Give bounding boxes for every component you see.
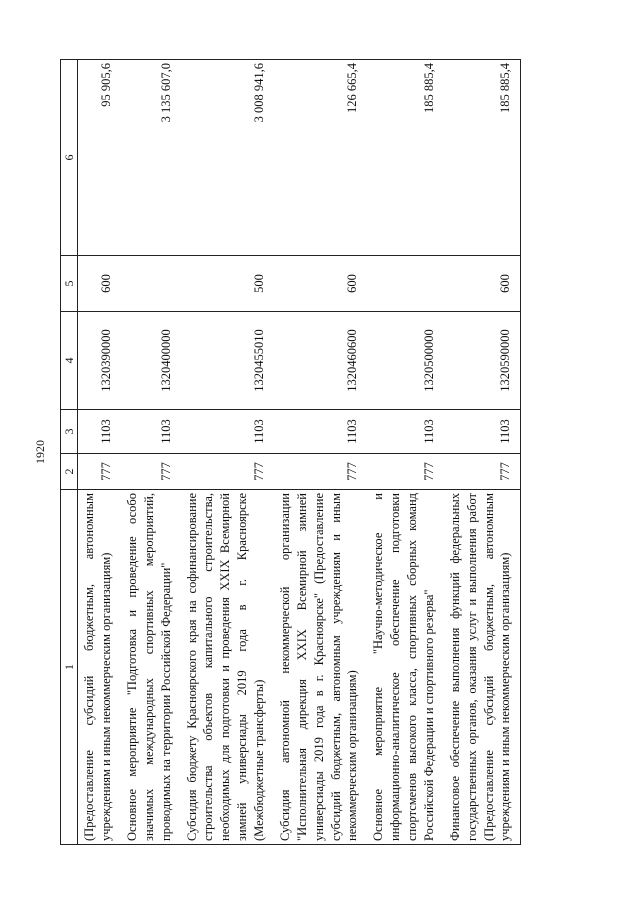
- row-section-code: 1103: [274, 410, 367, 454]
- row-ministry-code: 777: [444, 454, 521, 490]
- row-ministry-code: 777: [367, 454, 444, 490]
- row-amount: 95 905,6: [78, 60, 121, 256]
- header-col-1: 1: [61, 490, 78, 845]
- table-row: [367, 60, 444, 845]
- row-expense-type: [121, 256, 181, 312]
- row-section-code: 1103: [181, 410, 274, 454]
- row-expense-type: 600: [444, 256, 521, 312]
- row-section-code: 1103: [367, 410, 444, 454]
- row-expense-type: 600: [274, 256, 367, 312]
- row-name: Субсидия бюджету Красноярского края на софинансирование строительства объектов капитального строительства, необходимых для подготовки и проведения XXIX Всемирной зимней универсиады 2019 года в г. Красноярске (Межбюджетные трансферты): [181, 490, 274, 845]
- row-target-article: 1320590000: [444, 312, 521, 410]
- budget-table: [60, 59, 521, 845]
- row-target-article: 1320390000: [78, 312, 121, 410]
- table-header-row: [61, 60, 78, 845]
- row-amount: 3 008 941,6: [181, 60, 274, 256]
- row-name: Субсидия автономной некоммерческой организации "Исполнительная дирекция XXIX Всемирной зимней универсиады 2019 года в г. Красноярске" (Предоставление субсидий бюджетным, автономным учреждениям и иным некоммерческим организациям): [274, 490, 367, 845]
- table-row: [121, 60, 181, 845]
- header-col-4: 4: [61, 312, 78, 410]
- row-amount: 185 885,4: [367, 60, 444, 256]
- page-number: 1920: [33, 440, 47, 464]
- header-col-2: 2: [61, 454, 78, 490]
- row-expense-type: 500: [181, 256, 274, 312]
- row-target-article: 1320500000: [367, 312, 444, 410]
- row-ministry-code: 777: [181, 454, 274, 490]
- row-amount: 185 885,4: [444, 60, 521, 256]
- row-target-article: 1320455010: [181, 312, 274, 410]
- table-row: [274, 60, 367, 845]
- header-col-3: 3: [61, 410, 78, 454]
- row-target-article: 1320400000: [121, 312, 181, 410]
- row-section-code: 1103: [121, 410, 181, 454]
- table-row: [78, 60, 121, 845]
- header-col-5: 5: [61, 256, 78, 312]
- row-expense-type: 600: [78, 256, 121, 312]
- row-section-code: 1103: [444, 410, 521, 454]
- table-row: [181, 60, 274, 845]
- row-ministry-code: 777: [121, 454, 181, 490]
- row-name: (Предоставление субсидий бюджетным, автономным учреждениям и иным некоммерческим организациям): [78, 490, 121, 845]
- row-section-code: 1103: [78, 410, 121, 454]
- row-name: Основное мероприятие "Научно-методическое и информационно-аналитическое обеспечение подготовки спортсменов высокого класса, спортивных сборных команд Российской Федерации и спортивного резерва": [367, 490, 444, 845]
- table-row: [444, 60, 521, 845]
- row-name: Основное мероприятие "Подготовка и проведение особо значимых международных спортивных мероприятий, проводимых на территории Российской Федерации": [121, 490, 181, 845]
- row-ministry-code: 777: [78, 454, 121, 490]
- row-ministry-code: 777: [274, 454, 367, 490]
- row-expense-type: [367, 256, 444, 312]
- header-col-6: 6: [61, 60, 78, 256]
- row-target-article: 1320460600: [274, 312, 367, 410]
- rotated-page-content: [60, 60, 600, 845]
- row-amount: 126 665,4: [274, 60, 367, 256]
- row-name: Финансовое обеспечение выполнения функций федеральных государственных органов, оказания услуг и выполнения работ (Предоставление субсидий бюджетным, автономным учреждениям и иным некоммерческим организациям): [444, 490, 521, 845]
- row-amount: 3 135 607,0: [121, 60, 181, 256]
